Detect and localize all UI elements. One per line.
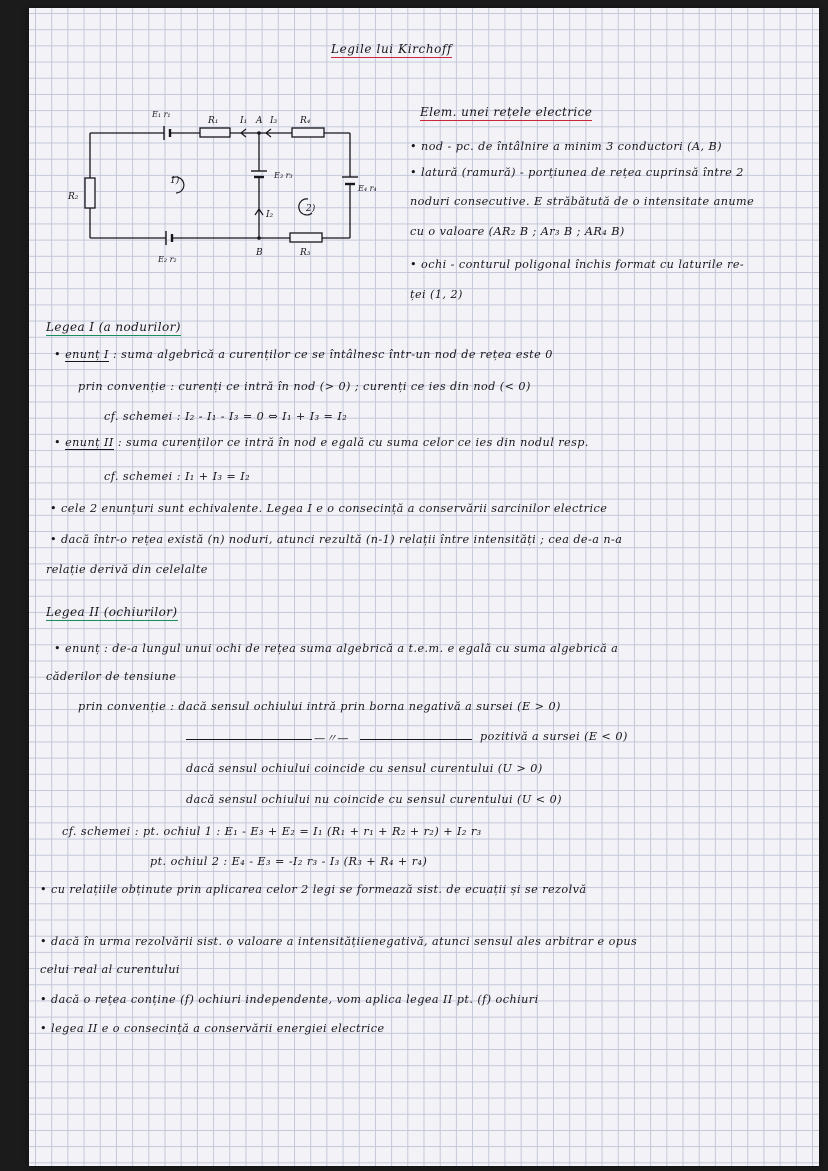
label-loop-1: 1) <box>170 176 180 186</box>
node-a <box>257 131 261 135</box>
label-i3: I₃ <box>270 116 278 126</box>
battery-e3 <box>251 171 267 177</box>
law-2-statement: • enunț : de-a lungul unui ochi de rețea suma algebrică a t.e.m. e egală cu suma algebrică a <box>54 642 619 655</box>
ditto-line-right <box>360 739 472 740</box>
elements-line: • latură (ramură) - porțiunea de rețea cuprinsă între 2 <box>410 166 744 179</box>
resistor-r2 <box>85 178 95 208</box>
elements-line: • ochi - conturul poligonal închis format cu laturile re- <box>410 258 745 271</box>
law-2-schema-2: pt. ochiul 2 : E₄ - E₃ = -I₂ r₃ - I₃ (R₃ + R₄ + r₄) <box>150 855 428 868</box>
ditto-mark: —〃— <box>314 732 349 745</box>
law-1-statement-2: • enunț II : suma curenților ce intră în nod e egală cu suma celor ce ies din nodul resp. <box>54 436 589 449</box>
law-2-note: • dacă o rețea conține (f) ochiuri independente, vom aplica legea II pt. (f) ochiuri <box>40 993 539 1006</box>
law-1-statement-1: • enunț I : suma algebrică a curenților ce se întâlnesc într-un nod de rețea este 0 <box>54 348 553 361</box>
ditto-line-left <box>186 739 312 740</box>
label-r3: R₃ <box>300 248 311 258</box>
law-2-note: • dacă în urma rezolvării sist. o valoare a intensitățiienegativă, atunci sensul ales arbitrar e opus <box>40 935 638 948</box>
label-e4r4: E₄ r₄ <box>358 184 377 193</box>
law-1-convention: prin convenție : curenți ce intră în nod (> 0) ; curenți ce ies din nod (< 0) <box>78 380 531 393</box>
law-1-heading: Legea I (a nodurilor) <box>46 320 181 334</box>
label-r4: R₄ <box>300 116 311 126</box>
elements-line: noduri consecutive. E străbătută de o intensitate anume <box>410 195 755 208</box>
law-1-note: • cele 2 enunțuri sunt echivalente. Legea I e o consecință a conservării sarcinilor electrice <box>50 502 608 515</box>
label-b: B <box>256 248 263 258</box>
label-e3r3: E₃ r₃ <box>274 171 293 180</box>
label-e2r2: E₂ r₂ <box>158 255 177 264</box>
law-1-schema-1: cf. schemei : I₂ - I₁ - I₃ = 0 ⇔ I₁ + I₃ = I₂ <box>104 410 348 423</box>
elements-heading: Elem. unei rețele electrice <box>420 105 593 119</box>
label-a: A <box>256 116 263 126</box>
resistor-r3 <box>290 233 322 242</box>
label-e1r1: E₁ r₁ <box>152 110 171 119</box>
resistor-r1 <box>200 128 230 137</box>
label-r1: R₁ <box>208 116 219 126</box>
circuit-diagram <box>60 105 390 265</box>
law-2-convention: dacă sensul ochiului coincide cu sensul curentului (U > 0) <box>186 762 543 775</box>
label-i1: I₁ <box>240 116 248 126</box>
battery-e2 <box>166 231 172 245</box>
law-1-note: • dacă într-o rețea există (n) noduri, atunci rezultă (n-1) relații între intensități ; cea de-a n-a <box>50 533 623 546</box>
statement-2-text: : suma curenților ce intră în nod e egală cu suma celor ce ies din nodul resp. <box>117 436 589 449</box>
law-2-statement: căderilor de tensiune <box>46 670 177 683</box>
law-2-note: • legea II e o consecință a conservării energiei electrice <box>40 1022 385 1035</box>
law-1-schema-2: cf. schemei : I₁ + I₃ = I₂ <box>104 470 251 483</box>
elements-line: cu o valoare (AR₂ B ; Ar₃ B ; AR₄ B) <box>410 225 625 238</box>
label-r2: R₂ <box>68 192 79 202</box>
law-2-convention: dacă sensul ochiului nu coincide cu sensul curentului (U < 0) <box>186 793 562 806</box>
statement-1-label: enunț I <box>65 348 109 361</box>
label-loop-2: 2) <box>306 204 316 214</box>
elements-line: ței (1, 2) <box>410 288 463 301</box>
battery-e4 <box>342 177 358 184</box>
elements-line: • nod - pc. de întâlnire a minim 3 conductori (A, B) <box>410 140 722 153</box>
page-title: Legile lui Kirchoff <box>331 42 453 56</box>
node-b <box>257 236 261 240</box>
law-2-convention: prin convenție : dacă sensul ochiului intră prin borna negativă a sursei (E > 0) <box>78 700 561 713</box>
law-2-heading: Legea II (ochiurilor) <box>46 605 178 619</box>
law-2-note: celui real al curentului <box>40 963 180 976</box>
resistor-r4 <box>292 128 324 137</box>
battery-e1 <box>164 126 170 140</box>
law-2-schema-1: cf. schemei : pt. ochiul 1 : E₁ - E₃ + E₂ = I₁ (R₁ + r₁ + R₂ + r₂) + I₂ r₃ <box>62 825 482 838</box>
statement-1-text: : suma algebrică a curenților ce se întâlnesc într-un nod de rețea este 0 <box>112 348 553 361</box>
statement-2-label: enunț II <box>65 436 114 449</box>
law-2-note: • cu relațiile obținute prin aplicarea celor 2 legi se formează sist. de ecuații și se rezolvă <box>40 883 587 896</box>
law-1-note: relație derivă din celelalte <box>46 563 208 576</box>
law-2-convention: pozitivă a sursei (E < 0) <box>480 730 628 743</box>
label-i2: I₂ <box>266 210 274 220</box>
